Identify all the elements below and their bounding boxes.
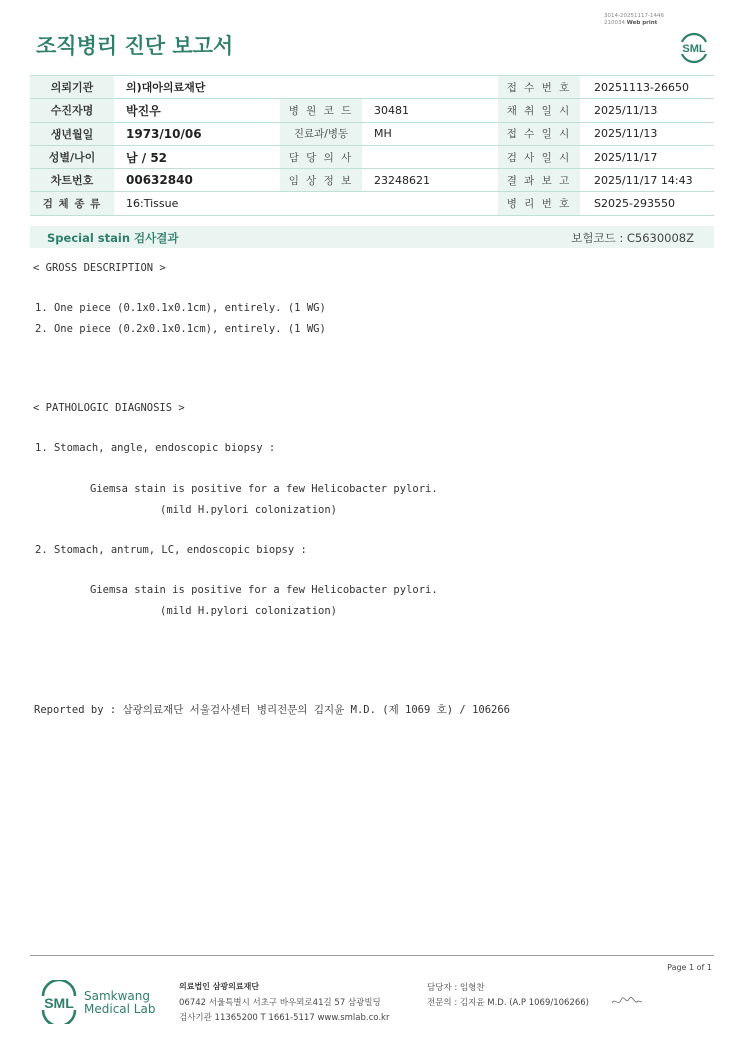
value-birth-date: 1973/10/06	[114, 122, 280, 145]
value-specimen-type: 16:Tissue	[114, 192, 280, 215]
table-row	[30, 169, 714, 192]
label-pathology-no: 병 리 번 호	[498, 192, 580, 215]
label-result-report: 결 과 보 고	[498, 169, 580, 192]
brand-line-2: Medical Lab	[84, 1002, 156, 1016]
label-sex-age: 성별/나이	[30, 145, 114, 168]
print-mode: Web print	[626, 20, 658, 26]
table-row	[30, 99, 714, 122]
table-row	[30, 122, 714, 145]
label-doctor: 담 당 의 사	[280, 145, 362, 168]
label-specimen-type: 검 체 종 류	[30, 192, 114, 215]
table-row	[30, 145, 714, 168]
insurance-code: 보험코드 : C5630008Z	[571, 231, 694, 245]
label-department: 진료과/병동	[280, 122, 362, 145]
value-sex-age: 남 / 52	[114, 145, 280, 168]
label-clinical-info: 임 상 정 보	[280, 169, 362, 192]
value-collection-date: 2025/11/13	[580, 99, 714, 122]
reported-by: Reported by : 삼광의료재단 서울검사센터 병리전문의 김지윤 M.D. (제 1069 호) / 106266	[34, 704, 511, 716]
diagnosis-header: < PATHOLOGIC DIAGNOSIS >	[33, 402, 185, 414]
value-clinical-info: 23248621	[362, 169, 498, 192]
footer-organization: 의료법인 삼광의료재단	[179, 982, 260, 991]
diagnosis-1-note: (mild H.pylori colonization)	[160, 504, 338, 516]
diagnosis-2-note: (mild H.pylori colonization)	[160, 605, 338, 617]
diagnosis-1-finding: Giemsa stain is positive for a few Helicobacter pylori.	[90, 483, 438, 495]
value-result-report: 2025/11/17 14:43	[580, 169, 714, 192]
label-hospital-code: 병 원 코 드	[280, 99, 362, 122]
gross-item-2: 2. One piece (0.2x0.1x0.1cm), entirely. (1 WG)	[35, 323, 326, 335]
label-birth-date: 생년월일	[30, 122, 114, 145]
footer-divider	[30, 955, 714, 956]
label-accession-no: 접 수 번 호	[498, 76, 580, 99]
label-chart-no: 차트번호	[30, 169, 114, 192]
value-requester: 의)대아의료재단	[114, 76, 280, 99]
value-department: MH	[362, 122, 498, 145]
label-test-date: 검 사 일 시	[498, 145, 580, 168]
value-patient-name: 박진우	[114, 99, 280, 122]
footer-manager: 담당자 : 임형찬	[427, 983, 485, 993]
label-receipt-date: 접 수 일 시	[498, 122, 580, 145]
signature-icon	[610, 993, 644, 1009]
diagnosis-item-2: 2. Stomach, antrum, LC, endoscopic biopsy :	[35, 544, 307, 556]
footer-doctor: 전문의 : 김지윤 M.D. (A.P 1069/106266)	[427, 998, 589, 1008]
footer-address: 06742 서울특별시 서초구 바우뫼로41길 57 삼광빌딩	[179, 998, 381, 1008]
print-id: 210034	[604, 20, 625, 26]
brand-line-1: Samkwang	[84, 989, 150, 1003]
diagnosis-item-1: 1. Stomach, angle, endoscopic biopsy :	[35, 442, 276, 454]
value-pathology-no: S2025-293550	[580, 192, 714, 215]
gross-description-header: < GROSS DESCRIPTION >	[33, 262, 166, 274]
footer-logo	[38, 980, 80, 1028]
print-code-number: 3014-20251117-1446	[604, 13, 664, 19]
value-chart-no: 00632840	[114, 169, 280, 192]
diagnosis-2-finding: Giemsa stain is positive for a few Helicobacter pylori.	[90, 584, 438, 596]
print-code	[604, 13, 664, 27]
signature	[610, 993, 644, 1013]
sml-logo-icon	[676, 28, 712, 64]
special-stain-title: Special stain 검사결과	[47, 231, 179, 245]
footer-registration: 검사기관 11365200 T 1661-5117 www.smlab.co.kr	[179, 1013, 390, 1023]
sml-footer-logo-icon	[38, 980, 80, 1024]
table-row	[30, 76, 714, 99]
sml-logo	[676, 28, 712, 64]
value-hospital-code: 30481	[362, 99, 498, 122]
value-receipt-date: 2025/11/13	[580, 122, 714, 145]
value-accession-no: 20251113-26650	[580, 76, 714, 99]
label-collection-date: 채 취 일 시	[498, 99, 580, 122]
table-row	[30, 192, 714, 215]
patient-info-table	[30, 75, 714, 216]
value-test-date: 2025/11/17	[580, 145, 714, 168]
label-requester: 의뢰기관	[30, 76, 114, 99]
report-title: 조직병리 진단 보고서	[36, 34, 234, 58]
gross-item-1: 1. One piece (0.1x0.1x0.1cm), entirely. (1 WG)	[35, 302, 326, 314]
sml-logo-text: SML	[682, 43, 706, 55]
value-doctor	[362, 145, 498, 168]
sml-footer-logo-text: SML	[44, 995, 74, 1011]
page-number: Page 1 of 1	[667, 963, 712, 972]
brand-name	[84, 990, 155, 1016]
label-patient-name: 수진자명	[30, 99, 114, 122]
